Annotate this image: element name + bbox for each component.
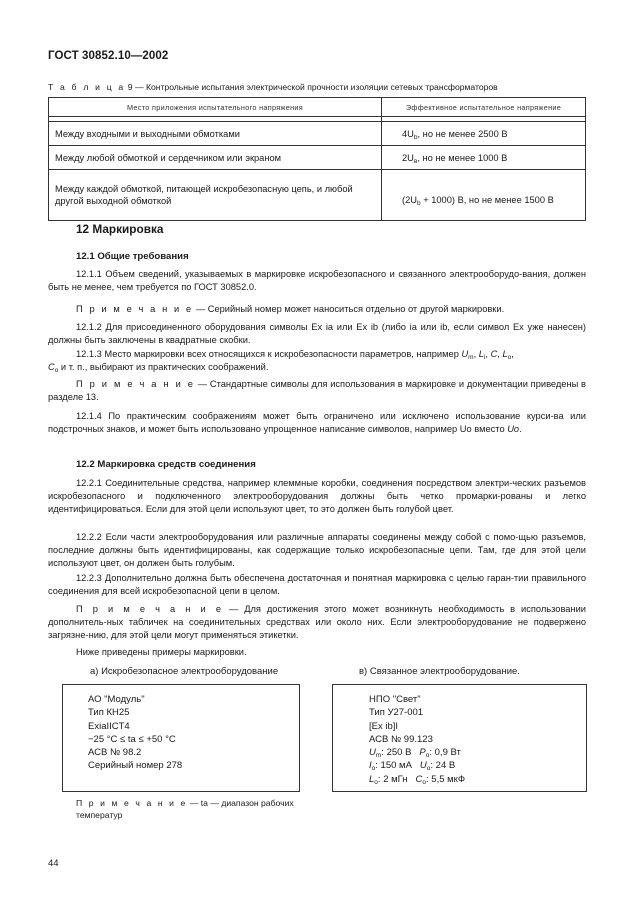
table-cell-voltage — [382, 146, 586, 170]
paragraph-12-2-1 — [48, 477, 586, 516]
symbol-p: P — [419, 747, 426, 759]
table-col-header-voltage: Эффективное испытательное напряжение — [382, 98, 586, 117]
table-cell-place: Между любой обмоткой и сердечником или экраном — [49, 146, 382, 170]
example-label-a: а) Искробезопасное электрооборудование — [90, 666, 279, 677]
paragraph-12-2-2 — [48, 531, 586, 570]
note-additional-labels — [48, 603, 586, 642]
symbol-c: C — [490, 349, 498, 359]
page-number: 44 — [48, 858, 59, 869]
voltage-prefix: 2U — [402, 152, 414, 163]
table-cell-place: Между каждой обмоткой, питающей искробезопасную цепь, и любой другой выходной обмоткой — [49, 170, 382, 221]
note-label: П р и м е ч а н и е — [76, 304, 194, 314]
marking-line: АСВ № 98.2 — [88, 747, 142, 759]
paragraph-text: 12.1.4 По практическим соображениям может быть ограничено или исключено использование курси-ва или подстрочных знаков, и может быть использовано упрощенное написание символов, например — [48, 411, 586, 434]
table-caption-text: 9 — Контрольные испытания электрической прочности изоляции сетевых трансформаторов — [125, 82, 498, 92]
symbol-subscript: m — [468, 354, 474, 361]
symbol-subscript: o — [507, 354, 512, 361]
subsection-title-connection: 12.2 Маркировка средств соединения — [76, 459, 256, 470]
marking-value: : 150 мА — [375, 760, 412, 772]
voltage-suffix: , но не менее 2500 В — [417, 128, 508, 139]
separator: , — [473, 349, 479, 359]
document-header: ГОСТ 30852.10—2002 — [48, 50, 169, 62]
note-text: — ta — диапазон рабочих температур — [76, 798, 294, 820]
insulation-test-table — [48, 97, 586, 221]
symbol-l: L — [502, 349, 508, 359]
note-text: — Серийный номер может наноситься отдельно от другой маркировки. — [193, 304, 505, 314]
marking-line: Тип КН25 — [88, 707, 130, 719]
marking-line: [Ex ib]I — [369, 720, 399, 732]
marking-line: Тип У27-001 — [369, 707, 424, 719]
symbol-c: C — [415, 773, 423, 785]
paragraph-examples-intro — [48, 646, 586, 659]
symbol-u: U — [419, 760, 427, 772]
symbol-subscript: o — [371, 765, 376, 773]
paragraph-12-1-3 — [48, 348, 586, 374]
symbol-i: I — [369, 760, 372, 772]
marking-line: Серийный номер 278 — [88, 760, 183, 772]
subsection-title-general: 12.1 Общие требования — [76, 251, 189, 262]
paragraph-text: 12.1.1 Объем сведений, указываемых в маркировке искробезопасного и связанного электрооборудо-вания, должен быть не менее, чем требуется по ГОСТ 30852.0. — [48, 269, 586, 292]
table-row — [49, 122, 586, 146]
voltage-subscript: b — [416, 200, 421, 207]
note-temperature-range — [76, 797, 316, 821]
example-label-b: в) Связанное электрооборудование. — [359, 666, 520, 677]
table-cell-voltage — [382, 122, 586, 146]
paragraph-text: 12.1.2 Для присоединенного оборудования символы Ex ia или Ex ib (либо ia или ib, если символ Ex уже нанесен) должны быть заключены в квадратные скобки. — [48, 322, 586, 345]
symbol-subscript: o — [54, 367, 59, 374]
paragraph-12-1-4 — [48, 410, 586, 436]
paragraph-12-1-1 — [48, 268, 586, 294]
marking-line — [369, 759, 465, 772]
symbol-c: C — [48, 362, 55, 372]
marking-line: АСВ № 99.123 — [369, 733, 433, 745]
marking-value: : 2 мГн — [377, 773, 408, 785]
paragraph-text: 12.2.2 Если части электрооборудования или различные аппараты соединены между собой с помо-щью разъемов, последние должны быть идентифицированы, как содержащие только искробезопасные цепи. Там, где для этой цели используют цвет, он должен быть голубым. — [48, 532, 586, 568]
table-caption — [48, 82, 498, 92]
note-label: П р и м е ч а н и е — [76, 604, 224, 614]
paragraph-text: 12.2.1 Соединительные средства, например клеммные коробки, соединения посредством электри-ческих разъемов искробезопасного и подключенного электрооборудования должны быть четко промарки-рованы и легко идентифицироваться. Если для этой цели используют цвет, то это должен быть голубой цвет. — [48, 478, 586, 514]
voltage-subscript: b — [413, 133, 418, 141]
paragraph-text: Ниже приведены примеры маркировки. — [76, 647, 247, 657]
symbol-l: L — [478, 349, 484, 359]
marking-example-intrinsic — [62, 684, 300, 792]
paragraph-text: и т. п., выбирают из практических соображений. — [58, 362, 269, 372]
symbol-u: U — [369, 747, 376, 759]
symbol-subscript: i — [483, 354, 486, 361]
table-col-header-place: Место приложения испытательного напряжения — [49, 98, 382, 117]
symbol-subscript: m — [375, 752, 382, 760]
symbol-u: U — [461, 349, 469, 359]
marking-line: ExiaIICT4 — [88, 720, 130, 732]
paragraph-12-2-3 — [48, 572, 586, 598]
symbol-subscript: o — [426, 765, 431, 773]
table-row — [49, 146, 586, 170]
voltage-suffix: , но не менее 1000 В — [417, 152, 508, 163]
paragraph-text: . — [519, 424, 522, 434]
voltage-prefix: (2U — [402, 195, 417, 205]
note-label: П р и м е ч а н и е — [76, 798, 188, 808]
symbol-subscript: o — [422, 778, 427, 786]
note-standard-symbols — [48, 378, 586, 404]
note-label: П р и м е ч а н и е — [76, 379, 196, 389]
symbol-subscript: o — [425, 752, 430, 760]
table-cell-place: Между входными и выходными обмотками — [49, 122, 382, 146]
voltage-prefix: 4U — [402, 128, 414, 139]
paragraph-text: вместо — [471, 424, 508, 434]
table-cell-voltage — [382, 170, 586, 221]
note-text: — Для достижения этого может возникнуть необходимость в использовании дополнитель-ных табличек на соединительных средствах или около них. Если электрооборудование не подвержено загрязне-нию, для этой цели могут применяться этикетки. — [48, 604, 586, 640]
voltage-subscript: в — [413, 157, 418, 165]
separator: , — [511, 349, 514, 359]
table-row — [49, 170, 586, 221]
symbol-l: L — [369, 773, 375, 785]
note-text: — Стандартные символы для использования в маркировке и документации приведены в разделе 13. — [48, 379, 586, 402]
marking-value: : 5,5 мкФ — [426, 773, 466, 785]
marking-line: АО "Модуль" — [88, 694, 145, 705]
marking-value: : 24 В — [430, 760, 456, 772]
marking-example-associated — [332, 684, 587, 792]
symbol-uo-plain: Uo — [459, 424, 472, 434]
marking-line — [369, 746, 465, 759]
section-title: 12 Маркировка — [76, 222, 164, 236]
separator: , — [485, 349, 491, 359]
table-caption-label: Т а б л и ц а — [48, 82, 126, 92]
note-serial-number — [48, 303, 586, 316]
marking-value: : 0,9 Вт — [429, 747, 461, 759]
marking-line: НПО "Свет" — [369, 694, 421, 705]
voltage-suffix: + 1000) В, но не менее 1500 В — [420, 195, 554, 205]
symbol-subscript: o — [374, 778, 378, 786]
marking-value: : 250 В — [381, 747, 412, 759]
separator: , — [497, 349, 503, 359]
paragraph-text: 12.2.3 Дополнительно должна быть обеспечена достаточная и понятная маркировка с целью гаран-тии правильного соединения для всей искробезопасной цепи в целом. — [48, 573, 586, 596]
symbol-uo-italic: Uo — [507, 424, 520, 434]
paragraph-text: 12.1.3 Место маркировки всех относящихся к искробезопасности параметров, например — [76, 349, 462, 359]
marking-line: −25 °С ≤ ta ≤ +50 °С — [88, 733, 176, 745]
marking-line — [369, 773, 465, 786]
paragraph-12-1-2 — [48, 321, 586, 347]
